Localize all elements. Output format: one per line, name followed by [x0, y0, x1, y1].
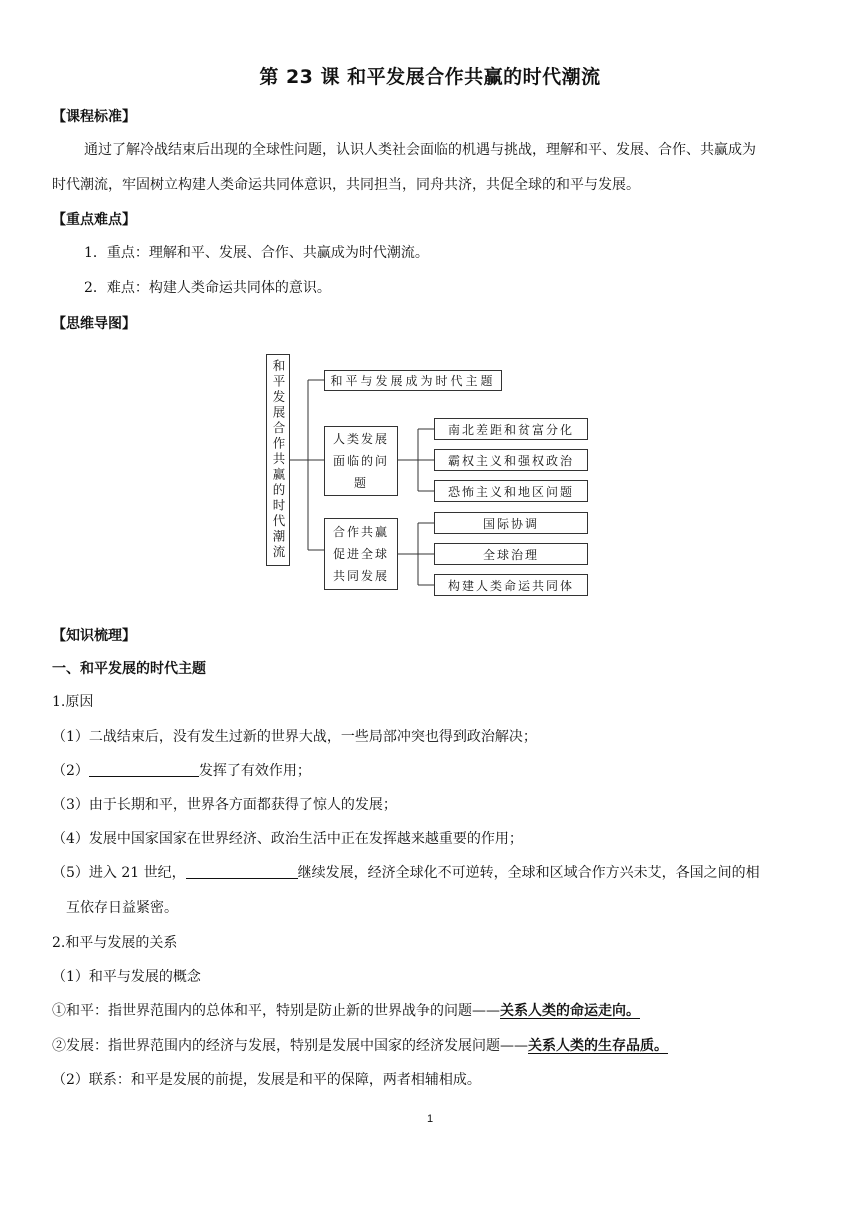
mindmap-branch-cooperation: 合作共赢促进全球共同发展 — [324, 518, 398, 590]
key-difficult-heading: 【重点难点】 — [52, 212, 136, 228]
lesson-title: 第 23 课 和平发展合作共赢的时代潮流 — [259, 66, 601, 88]
standard-text-line-2: 时代潮流，牢固树立构建人类命运共同体意识，共同担当，同舟共济，共促全球的和平与发展。 — [52, 177, 640, 193]
reason-2-suffix: 发挥了有效作用； — [198, 763, 311, 779]
mindmap-leaf-north-south-gap: 南北差距和贫富分化 — [434, 418, 588, 440]
page-number: 1 — [426, 1113, 434, 1125]
peace-definition-text: ①和平：指世界范围内的总体和平，特别是防止新的世界战争的问题—— — [52, 1003, 500, 1019]
mindmap-leaf-global-governance: 全球治理 — [434, 543, 588, 565]
fill-blank-2[interactable] — [186, 864, 298, 879]
reason-5-suffix: 继续发展，经济全球化不可逆转，全球和区域合作方兴未艾，各国之间的相 — [297, 865, 760, 881]
mindmap-leaf-hegemonism: 霸权主义和强权政治 — [434, 449, 588, 471]
reason-title: 1.原因 — [52, 694, 94, 710]
curriculum-standard-heading: 【课程标准】 — [52, 109, 136, 125]
key-point-2: 2．难点：构建人类命运共同体的意识。 — [84, 280, 331, 296]
mindmap-leaf-international-coordination: 国际协调 — [434, 512, 588, 534]
reason-2 — [52, 762, 311, 780]
reason-3: （3）由于长期和平，世界各方面都获得了惊人的发展； — [52, 797, 397, 813]
reason-5-continued: 互依存日益紧密。 — [66, 900, 178, 916]
standard-text-line-1: 通过了解冷战结束后出现的全球性问题，认识人类社会面临的机遇与挑战，理解和平、发展、合作、共赢成为 — [84, 142, 756, 158]
fill-blank-1[interactable] — [89, 762, 199, 777]
knowledge-heading: 【知识梳理】 — [52, 628, 136, 644]
concept-title: （1）和平与发展的概念 — [52, 969, 201, 985]
reason-2-prefix: （2） — [52, 763, 89, 779]
relation-link: （2）联系：和平是发展的前提，发展是和平的保障，两者相辅相成。 — [52, 1072, 481, 1088]
mindmap-leaf-community-shared-future: 构建人类命运共同体 — [434, 574, 588, 596]
mind-map — [264, 350, 596, 600]
reason-5-prefix: （5）进入 21 世纪， — [52, 865, 186, 881]
reason-4: （4）发展中国家国家在世界经济、政治生活中正在发挥越来越重要的作用； — [52, 831, 523, 847]
development-definition — [52, 1037, 668, 1055]
peace-definition — [52, 1002, 640, 1020]
mindmap-leaf-terrorism: 恐怖主义和地区问题 — [434, 480, 588, 502]
development-definition-text: ②发展：指世界范围内的经济与发展，特别是发展中国家的经济发展问题—— — [52, 1038, 528, 1054]
mindmap-root: 和平发展合作共赢的时代潮流 — [266, 354, 290, 566]
mindmap-branch-problems: 人类发展面临的问题 — [324, 426, 398, 496]
part1-title: 一、和平发展的时代主题 — [52, 661, 206, 677]
mindmap-branch-peace-development: 和平与发展成为时代主题 — [324, 370, 502, 391]
reason-5 — [52, 864, 760, 882]
reason-1: （1）二战结束后，没有发生过新的世界大战，一些局部冲突也得到政治解决； — [52, 729, 537, 745]
relation-title: 2.和平与发展的关系 — [52, 935, 178, 951]
development-emphasis: 关系人类的生存品质。 — [528, 1038, 668, 1054]
key-point-1: 1．重点：理解和平、发展、合作、共赢成为时代潮流。 — [84, 245, 429, 261]
mindmap-heading: 【思维导图】 — [52, 316, 136, 332]
peace-emphasis: 关系人类的命运走向。 — [500, 1003, 640, 1019]
